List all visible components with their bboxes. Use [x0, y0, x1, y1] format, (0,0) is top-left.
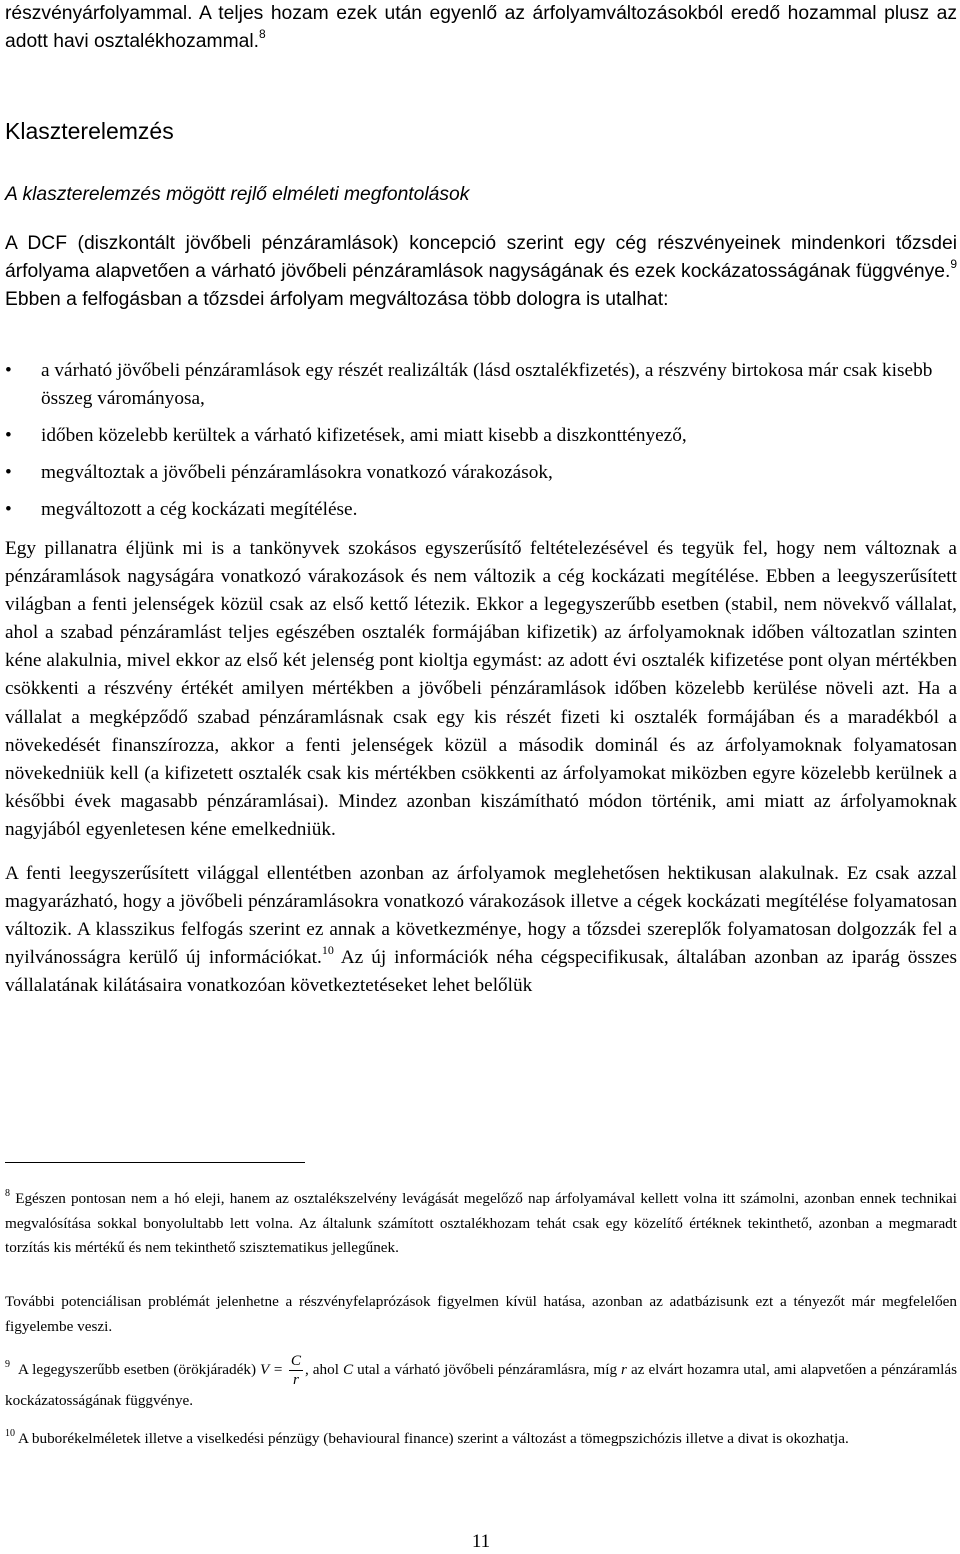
formula-lhs: V = [260, 1360, 284, 1378]
dcf-text-b: Ebben a felfogásban a tőzsdei árfolyam megváltozása több dologra is utalhat: [5, 289, 669, 311]
footnote-number: 9 [5, 1358, 10, 1370]
footnote-ref-9[interactable]: 9 [950, 256, 957, 271]
formula-denominator: r [292, 1371, 299, 1388]
bullet-text: időben közelebb kerültek a várható kifizetések, ami miatt kisebb a diszkonttényező, [41, 425, 687, 447]
footnote-text-b: , ahol [305, 1360, 339, 1378]
formula-fraction [289, 1352, 303, 1389]
bullet-item [5, 422, 957, 450]
footnote-text-d: az elvárt hozamra utal, ami alapvetően a pénzáramlás kockázatosságának függvénye. [5, 1360, 958, 1409]
footnote-text: A buborékelméletek illetve a viselkedési pénzügy (behavioural finance) szerint a változást a tömegpszichózis illetve a divat is okozhatja. [17, 1430, 849, 1447]
bullet-icon: • [5, 425, 12, 447]
footnote-8 [5, 1187, 957, 1261]
hectic-text-b: Az új információk néha cégspecifikusak, általában azonban az iparág összes vállalatának kilátásaira vonatkozóan következtetéseket lehet belőlük [5, 947, 957, 997]
bullet-item [5, 459, 957, 487]
bullet-list [5, 357, 957, 533]
bullet-item [5, 357, 957, 413]
subsection-heading: A klaszterelemzés mögött rejlő elméleti megfontolások [5, 184, 470, 205]
footnote-number: 8 [5, 1187, 10, 1199]
dcf-text-a: A DCF (diszkontált jövőbeli pénzáramlások) koncepció szerint egy cég részvényeinek mindenkori tőzsdei árfolyama alapvetően a várható jövőbeli pénzáramlások nagyságának és ezek kockázatosságának függvénye. [5, 233, 957, 283]
simplified-world-paragraph: Egy pillanatra éljünk mi is a tankönyvek szokásos egyszerűsítő feltételezésével és tegyük fel, hogy nem változnak a pénzáramlások nagyságára vonatkozó várakozások és nem változik a cég kockázati megítélése. Ebben a leegyszerűsített világban a fenti jelenségek közül csak az első kettő létezik. Ekkor a legegyszerűbb esetben (stabil, nem növekvő vállalat, ahol a szabad pénzáramlást teljes egészében osztalék formájában kifizetik) az árfolyamoknak időben változatlan szinten kéne alakulnia, mivel ekkor az első két jelenség pont kioltja egymást: az adott évi osztalék kifizetése pont olyan mértékben csökkenti a részvény értékét amilyen mértékben a jövőbeli pénzáramlások időben közelebb kerülése növeli azt. Ha a vállalat a megképződő szabad pénzáramlásnak csak egy kis részét fizeti ki osztalék formájában és a maradékból a növekedését finanszírozza, akkor a fenti jelenségek közül a második dominál és az árfolyamoknak folyamatosan növekedniük kell (a kifizetett osztalék csak kis mértékben csökkenti az árfolyamokat miközben egyre közelebb kerülnek a későbbi évek magasabb pénzáramlásai). Mindez azonban kiszámítható módon történik, ami miatt az árfolyamoknak nagyjából egyenletesen kéne emelkedniük. [5, 538, 957, 840]
footnote-ref-10[interactable]: 10 [321, 942, 334, 957]
footnote-8-continuation: További potenciálisan problémát jelenhetne a részvényfelaprózások figyelmen kívül hatása, azonban az adatbázisunk ezt a tényezőt már megfelelően figyelembe veszi. [5, 1293, 957, 1335]
formula-numerator: C [290, 1352, 302, 1369]
dcf-paragraph [5, 230, 957, 314]
footnote-number: 10 [5, 1427, 15, 1439]
bullet-text: a várható jövőbeli pénzáramlások egy részét realizálták (lásd osztalékfizetés), a részvény birtokosa már csak kisebb összeg várományosa, [41, 360, 933, 410]
page-number: 11 [471, 1531, 491, 1552]
footnote-divider [5, 1162, 305, 1163]
footnote-text: Egészen pontosan nem a hó eleji, hanem az osztalékszelvény levágását megelőző nap árfolyamával kellett volna itt számolni, azonban ennek technikai megvalósítása sokkal bonyolultabb lett volna. Az általunk számított osztalékhozam tehát csak egy közelítő értéknek tekinthető, azonban a megmaradt torzítás kis mértékű és nem tekinthető szisztematikus jellegűnek. [5, 1190, 957, 1256]
footnote-text-a: A legegyszerűbb esetben (örökjáradék) [18, 1360, 257, 1378]
bullet-icon: • [5, 462, 12, 484]
bullet-text: megváltoztak a jövőbeli pénzáramlásokra vonatkozó várakozások, [41, 462, 553, 484]
bullet-icon: • [5, 360, 12, 381]
intro-paragraph [5, 0, 957, 56]
hectic-text-a: A fenti leegyszerűsített világgal ellentétben azonban az árfolyamok meglehetősen hektikusan alakulnak. Ez csak azzal magyarázható, hogy a jövőbeli pénzáramlásokra vonatkozó várakozások illetve a cégek kockázati megítélése folyamatosan változik. A klasszikus felfogás szerint ez annak a következménye, hogy a tőzsdei szereplők folyamatosan dolgozzák fel a nyilvánosságra kerülő új információkat. [5, 863, 957, 969]
footnote-10 [5, 1427, 957, 1452]
footnote-text-c: utal a várható jövőbeli pénzáramlásra, míg [357, 1360, 618, 1378]
variable-r: r [621, 1360, 627, 1378]
intro-text: részvényárfolyammal. A teljes hozam ezek után egyenlő az árfolyamváltozásokból eredő hozammal plusz az adott havi osztalékhozammal. [5, 3, 957, 53]
bullet-text: megváltozott a cég kockázati megítélése. [41, 499, 358, 521]
perpetuity-formula [260, 1352, 305, 1389]
footnote-9 [5, 1352, 957, 1413]
hectic-prices-paragraph [5, 860, 957, 1000]
variable-c: C [342, 1360, 354, 1378]
footnote-ref-8[interactable]: 8 [259, 26, 266, 41]
bullet-item [5, 496, 957, 524]
section-heading: Klaszterelemzés [5, 118, 174, 144]
bullet-icon: • [5, 499, 12, 521]
